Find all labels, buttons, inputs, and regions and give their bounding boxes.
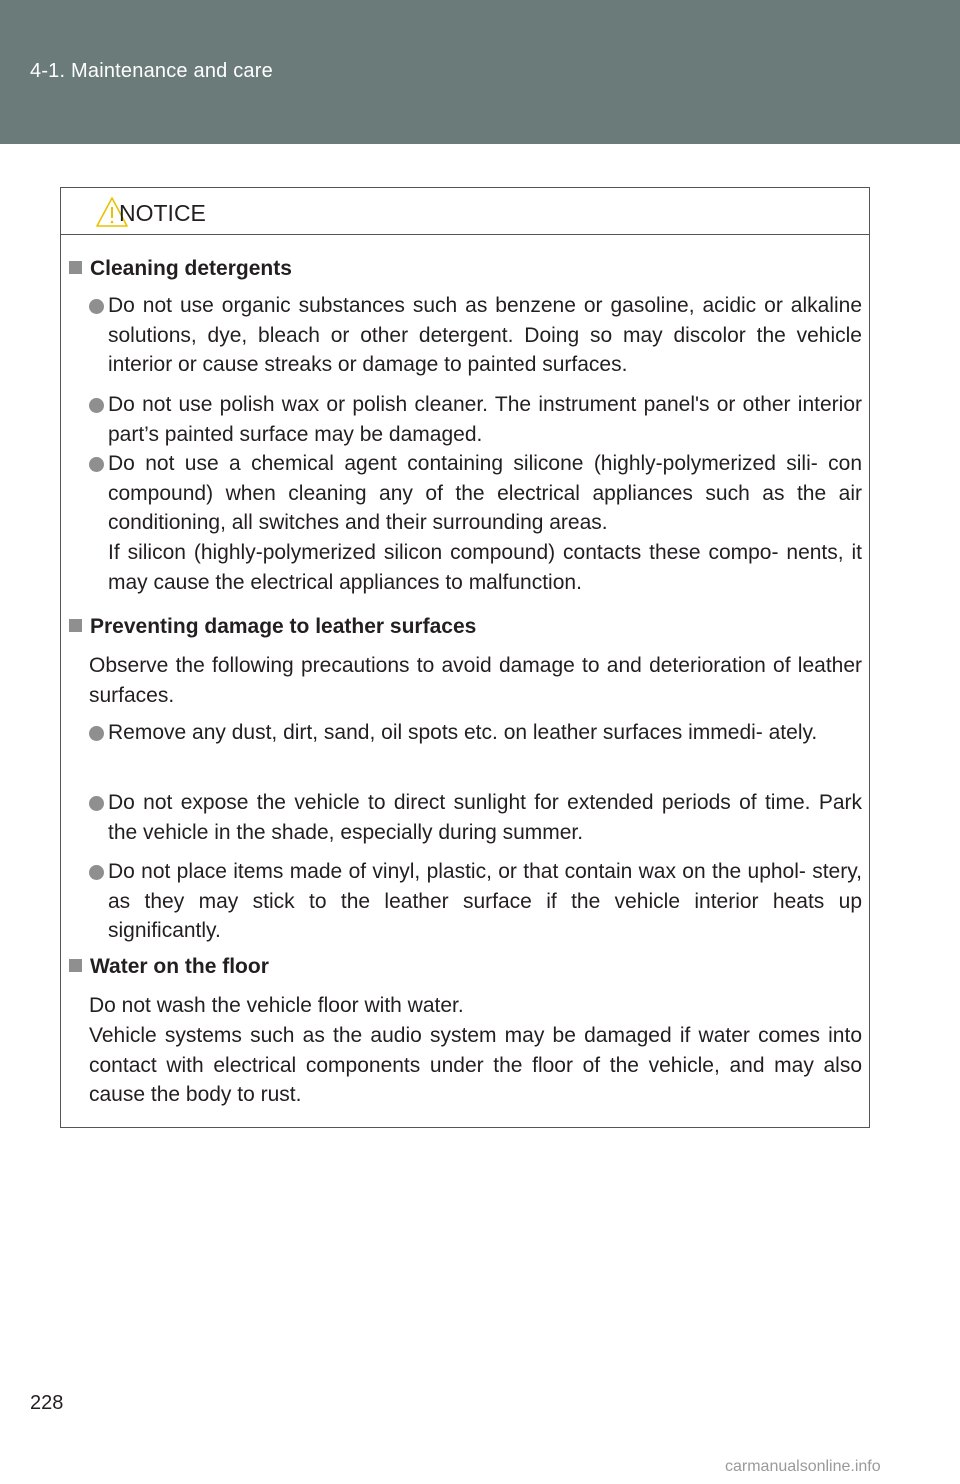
round-bullet-icon: [89, 299, 104, 314]
square-bullet-icon: [69, 261, 82, 274]
list-item: Do not use a chemical agent containing silicone (highly-polymerized sili- con compound) when cleaning any of the electrical appliances such as the air conditioning, all switches and their surrounding areas.: [108, 452, 862, 534]
round-bullet-icon: [89, 796, 104, 811]
round-bullet-icon: [89, 726, 104, 741]
round-bullet-icon: [89, 457, 104, 472]
section-title: 4-1. Maintenance and care: [30, 60, 273, 82]
square-bullet-icon: [69, 619, 82, 632]
round-bullet-icon: [89, 398, 104, 413]
list-item: Do not use organic substances such as benzene or gasoline, acidic or alkaline solutions, dye, bleach or other detergent. Doing so may discolor the vehicle interior or cause streaks or damage to painted surfaces.: [108, 294, 862, 376]
round-bullet-icon: [89, 865, 104, 880]
paragraph: Vehicle systems such as the audio system may be damaged if water comes into contact with electrical components under the floor of the vehicle, and may also cause the body to rust.: [89, 1024, 862, 1106]
notice-header: [61, 188, 869, 235]
page-number: 228: [30, 1392, 64, 1414]
notice-box: [60, 187, 870, 1128]
subheading-water-on-floor: Water on the floor: [69, 952, 269, 982]
subheading-leather-surfaces: Preventing damage to leather surfaces: [69, 612, 476, 642]
list-item-continuation: If silicon (highly-polymerized silicon compound) contacts these compo- nents, it may cause the electrical appliances to malfunction.: [108, 541, 862, 594]
notice-label: NOTICE: [119, 200, 206, 226]
subheading-cleaning-detergents: Cleaning detergents: [69, 254, 292, 284]
header-band: [0, 0, 960, 144]
list-item: Do not place items made of vinyl, plastic, or that contain wax on the uphol- stery, as they may stick to the leather surface if the vehicle interior heats up significantly.: [108, 860, 862, 942]
paragraph: Do not wash the vehicle floor with water.: [89, 994, 464, 1017]
list-item: Remove any dust, dirt, sand, oil spots etc. on leather surfaces immedi- ately.: [108, 721, 818, 744]
square-bullet-icon: [69, 959, 82, 972]
paragraph: Observe the following precautions to avoid damage to and deterioration of leather surfaces.: [89, 654, 862, 707]
watermark: carmanualsonline.info: [725, 1458, 881, 1475]
list-item: Do not expose the vehicle to direct sunlight for extended periods of time. Park the vehicle in the shade, especially during summer.: [108, 791, 862, 844]
list-item: Do not use polish wax or polish cleaner. The instrument panel's or other interior part’s painted surface may be damaged.: [108, 393, 862, 446]
